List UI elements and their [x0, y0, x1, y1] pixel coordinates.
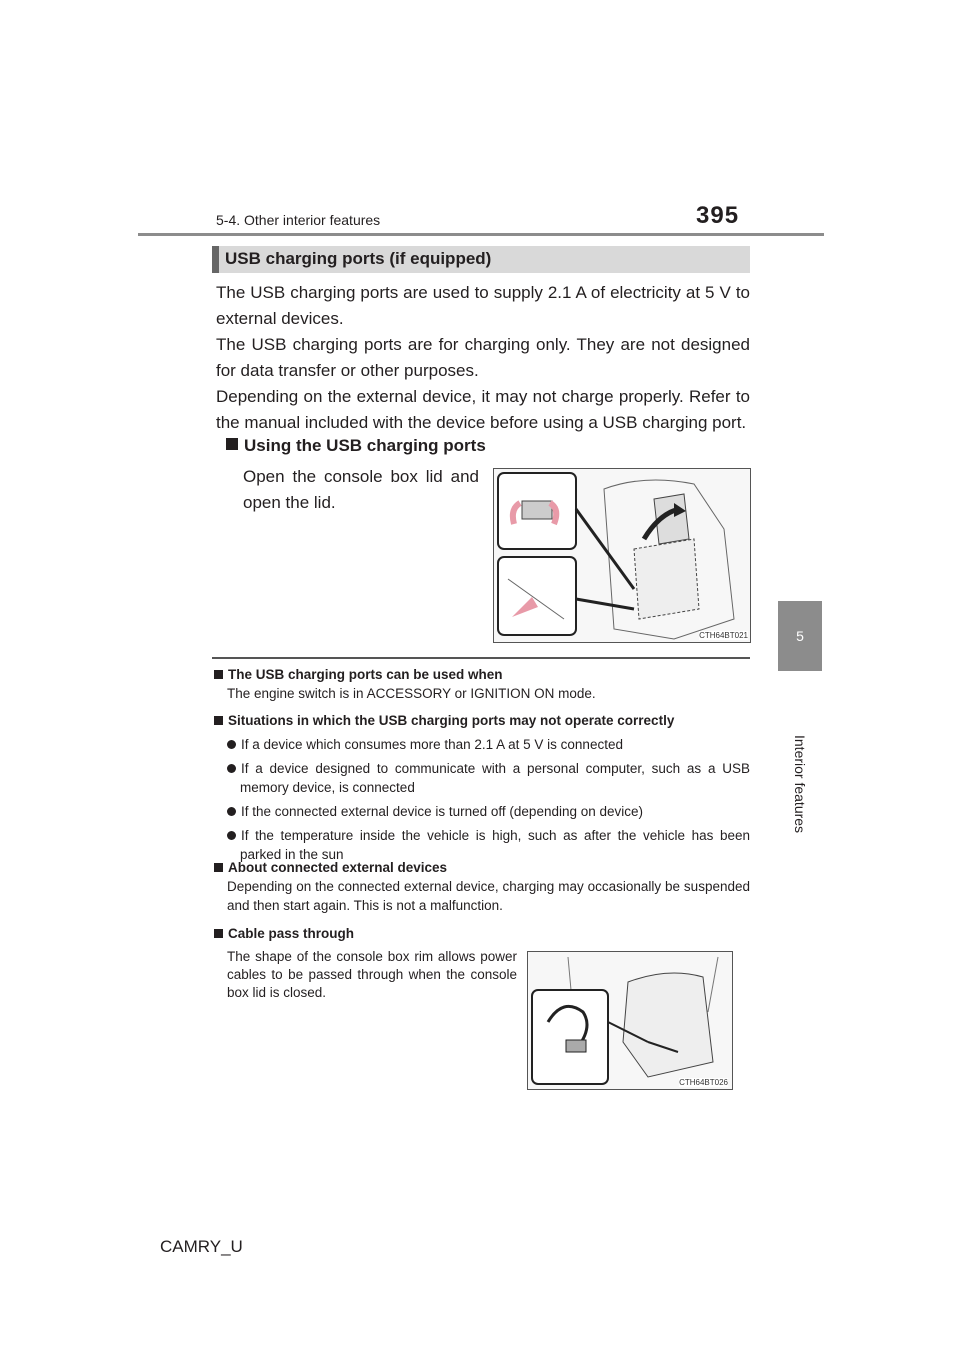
console-box-illustration [493, 468, 751, 643]
body-paragraph: The USB charging ports are for charging only. They are not designed for data transfer or other purposes. [216, 335, 750, 380]
bullet-dot-icon [227, 764, 236, 773]
note-title: Cable pass through [228, 926, 355, 941]
header-rule [138, 233, 824, 236]
section-heading-bar [212, 246, 219, 273]
note-text: The engine switch is in ACCESSORY or IGNITION ON mode. [227, 686, 596, 701]
note-title: The USB charging ports can be used when [228, 667, 503, 682]
subheading [226, 436, 486, 456]
bullet-dot-icon [227, 807, 236, 816]
section-heading-text: USB charging ports (if equipped) [225, 249, 492, 268]
figure-code: CTH64BT021 [699, 631, 748, 640]
step-instruction: Open the console box lid and open the lid. [243, 467, 479, 512]
note-title: About connected external devices [228, 860, 448, 875]
figure-code: CTH64BT026 [679, 1078, 728, 1087]
list-item: If a device designed to communicate with a personal computer, such as a USB memory device, is connected [214, 759, 750, 797]
note-cable-pass-through [214, 924, 750, 943]
list-item: If a device which consumes more than 2.1 A at 5 V is connected [214, 735, 750, 754]
note-text: Depending on the connected external device, charging may occasionally be suspended and then start again. This is not a malfunction. [227, 879, 750, 913]
square-bullet-icon [214, 863, 223, 872]
notes-divider [212, 657, 750, 659]
chapter-title: Interior features [792, 735, 808, 834]
section-body [216, 280, 750, 436]
chapter-tab[interactable]: 5 [778, 601, 822, 671]
note-text: The shape of the console box rim allows power cables to be passed through when the console box lid is closed. [227, 949, 517, 1000]
bullet-dot-icon [227, 831, 236, 840]
note-situations [214, 711, 750, 864]
subheading-text: Using the USB charging ports [244, 436, 486, 455]
square-bullet-icon [226, 438, 238, 450]
note-external-devices [214, 858, 750, 915]
header-section-label: 5-4. Other interior features [216, 212, 381, 228]
body-paragraph: Depending on the external device, it may not charge properly. Refer to the manual included with the device before using a USB charging port. [216, 387, 750, 432]
square-bullet-icon [214, 716, 223, 725]
cable-pass-through-drawing [528, 952, 732, 1089]
cable-pass-through-illustration [527, 951, 733, 1090]
body-paragraph: The USB charging ports are used to supply 2.1 A of electricity at 5 V to external devices. [216, 283, 750, 328]
page-number: 395 [696, 202, 740, 229]
square-bullet-icon [214, 929, 223, 938]
section-heading [212, 246, 750, 273]
console-box-drawing [494, 469, 750, 642]
note-title: Situations in which the USB charging ports may not operate correctly [228, 713, 675, 728]
square-bullet-icon [214, 670, 223, 679]
bullet-dot-icon [227, 740, 236, 749]
note-usable-when [214, 665, 750, 703]
list-item: If the temperature inside the vehicle is high, such as after the vehicle has been parked in the sun [214, 826, 750, 864]
footer-model-code: CAMRY_U [160, 1237, 243, 1256]
list-item: If the connected external device is turned off (depending on device) [214, 802, 750, 821]
